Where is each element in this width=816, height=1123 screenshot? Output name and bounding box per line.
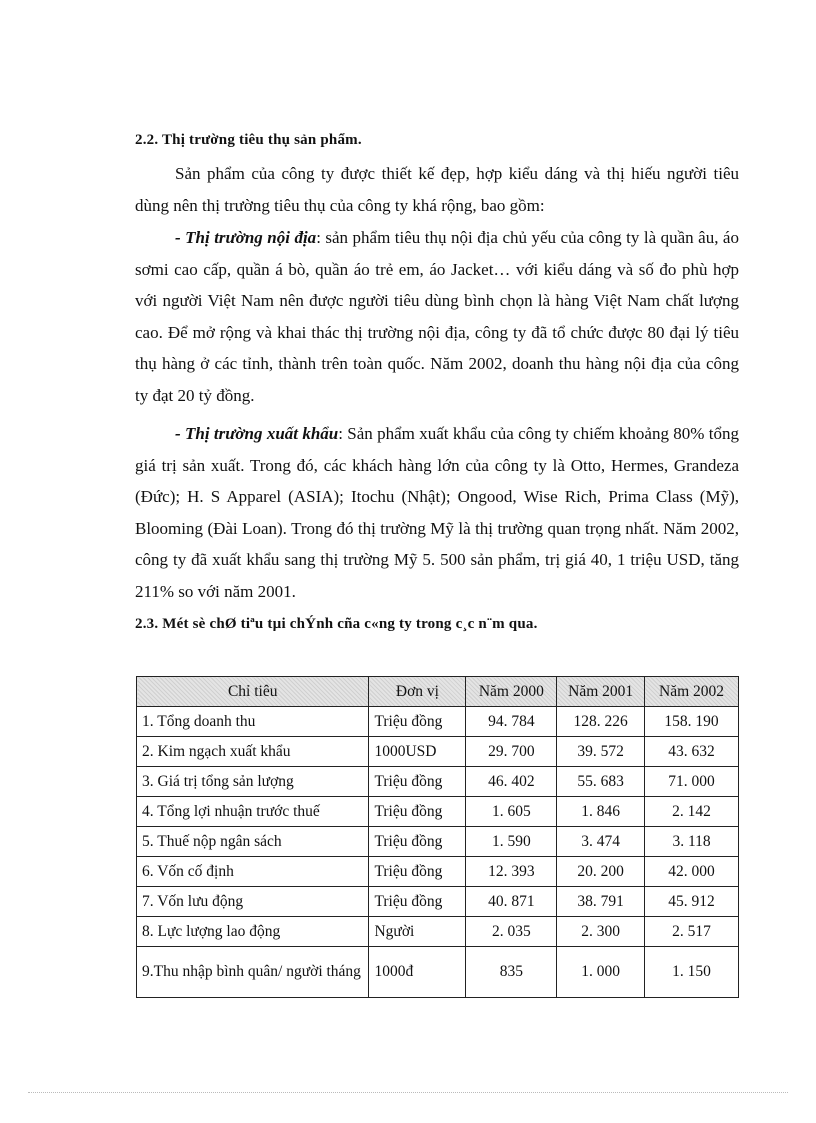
indicator-cell: 5. Thuế nộp ngân sách xyxy=(137,827,369,857)
unit-cell: Triệu đồng xyxy=(369,797,466,827)
domestic-market-text: : sản phẩm tiêu thụ nội địa chủ yếu của công ty là quần âu, áo sơmi cao cấp, quần á bò, quần áo trẻ em, áo Jacket… với kiểu dáng và số đo phù hợp với người Việt Nam nên được người tiêu dùng bình chọn là hàng Việt Nam chất lượng cao. Để mở rộng và khai thác thị trường nội địa, công ty đã tổ chức được 80 đại lý tiêu thụ hàng ở các tỉnh, thành trên toàn quốc. Năm 2002, doanh thu hàng nội địa của công ty đạt 20 tỷ đồng. xyxy=(135,228,739,405)
value-2002-cell: 158. 190 xyxy=(645,707,739,737)
value-2000-cell: 835 xyxy=(466,947,557,998)
table-row xyxy=(137,797,739,827)
value-2001-cell: 39. 572 xyxy=(557,737,645,767)
value-2001-cell: 2. 300 xyxy=(557,917,645,947)
indicator-cell: 7. Vốn lưu động xyxy=(137,887,369,917)
value-2002-cell: 43. 632 xyxy=(645,737,739,767)
value-2001-cell: 20. 200 xyxy=(557,857,645,887)
value-2002-cell: 2. 142 xyxy=(645,797,739,827)
value-2001-cell: 55. 683 xyxy=(557,767,645,797)
header-unit: Đơn vị xyxy=(369,677,466,707)
value-2001-cell: 3. 474 xyxy=(557,827,645,857)
indicator-cell: 1. Tổng doanh thu xyxy=(137,707,369,737)
value-2000-cell: 46. 402 xyxy=(466,767,557,797)
indicator-cell: 3. Giá trị tổng sản lượng xyxy=(137,767,369,797)
table-row xyxy=(137,947,739,998)
value-2002-cell: 42. 000 xyxy=(645,857,739,887)
value-2002-cell: 1. 150 xyxy=(645,947,739,998)
unit-cell: 1000đ xyxy=(369,947,466,998)
value-2000-cell: 1. 605 xyxy=(466,797,557,827)
export-market-text: : Sản phẩm xuất khẩu của công ty chiếm khoảng 80% tổng giá trị sản xuất. Trong đó, các khách hàng lớn của công ty là Otto, Hermes, Grandeza (Đức); H. S Apparel (ASIA); Itochu (Nhật); Ongood, Wise Rich, Prima Class (Mỹ), Blooming (Đài Loan). Trong đó thị trường Mỹ là thị trường quan trọng nhất. Năm 2002, công ty đã xuất khẩu sang thị trường Mỹ 5. 500 sản phẩm, trị giá 40, 1 triệu USD, tăng 211% so với năm 2001. xyxy=(135,424,740,601)
value-2000-cell: 94. 784 xyxy=(466,707,557,737)
table-header-row xyxy=(137,677,739,707)
indicator-cell: 2. Kim ngạch xuất khẩu xyxy=(137,737,369,767)
page-bottom-divider xyxy=(28,1092,788,1093)
unit-cell: Triệu đồng xyxy=(369,857,466,887)
indicator-cell: 6. Vốn cố định xyxy=(137,857,369,887)
value-2000-cell: 1. 590 xyxy=(466,827,557,857)
value-2002-cell: 71. 000 xyxy=(645,767,739,797)
header-year-2000: Năm 2000 xyxy=(466,677,557,707)
unit-cell: Người xyxy=(369,917,466,947)
export-market-term: Thị trường xuất khẩu xyxy=(185,424,339,443)
table-row xyxy=(137,917,739,947)
value-2000-cell: 29. 700 xyxy=(466,737,557,767)
header-year-2001: Năm 2001 xyxy=(557,677,645,707)
table-row xyxy=(137,767,739,797)
unit-cell: 1000USD xyxy=(369,737,466,767)
unit-cell: Triệu đồng xyxy=(369,767,466,797)
section-heading-finance: 2.3. Mét sè chØ tiªu tµi chÝnh cña c«ng ty trong c¸c n¨m qua. xyxy=(135,616,538,632)
indicator-cell: 9.Thu nhập bình quân/ người tháng xyxy=(137,947,369,998)
table-row xyxy=(137,887,739,917)
unit-cell: Triệu đồng xyxy=(369,827,466,857)
unit-cell: Triệu đồng xyxy=(369,707,466,737)
unit-cell: Triệu đồng xyxy=(369,887,466,917)
value-2002-cell: 2. 517 xyxy=(645,917,739,947)
table-row xyxy=(137,857,739,887)
value-2002-cell: 3. 118 xyxy=(645,827,739,857)
domestic-market-term: Thị trường nội địa xyxy=(185,228,317,247)
value-2000-cell: 2. 035 xyxy=(466,917,557,947)
table-row xyxy=(137,737,739,767)
domestic-dash: - xyxy=(175,228,186,247)
table-row xyxy=(137,827,739,857)
value-2002-cell: 45. 912 xyxy=(645,887,739,917)
intro-paragraph: Sản phẩm của công ty được thiết kế đẹp, hợp kiểu dáng và thị hiếu người tiêu dùng nên thị trường tiêu thụ của công ty khá rộng, bao gồm: xyxy=(135,164,739,215)
domestic-market-paragraph xyxy=(135,222,739,412)
value-2000-cell: 12. 393 xyxy=(466,857,557,887)
financial-indicators-table xyxy=(136,676,739,998)
header-year-2002: Năm 2002 xyxy=(645,677,739,707)
indicator-cell: 4. Tổng lợi nhuận trước thuế xyxy=(137,797,369,827)
section-heading-market: 2.2. Thị trường tiêu thụ sản phẩm. xyxy=(135,132,362,148)
value-2001-cell: 1. 846 xyxy=(557,797,645,827)
value-2001-cell: 128. 226 xyxy=(557,707,645,737)
table-row xyxy=(137,707,739,737)
export-dash: - xyxy=(175,424,185,443)
value-2000-cell: 40. 871 xyxy=(466,887,557,917)
export-market-paragraph xyxy=(135,418,739,608)
value-2001-cell: 1. 000 xyxy=(557,947,645,998)
value-2001-cell: 38. 791 xyxy=(557,887,645,917)
indicator-cell: 8. Lực lượng lao động xyxy=(137,917,369,947)
header-indicator: Chỉ tiêu xyxy=(137,677,369,707)
